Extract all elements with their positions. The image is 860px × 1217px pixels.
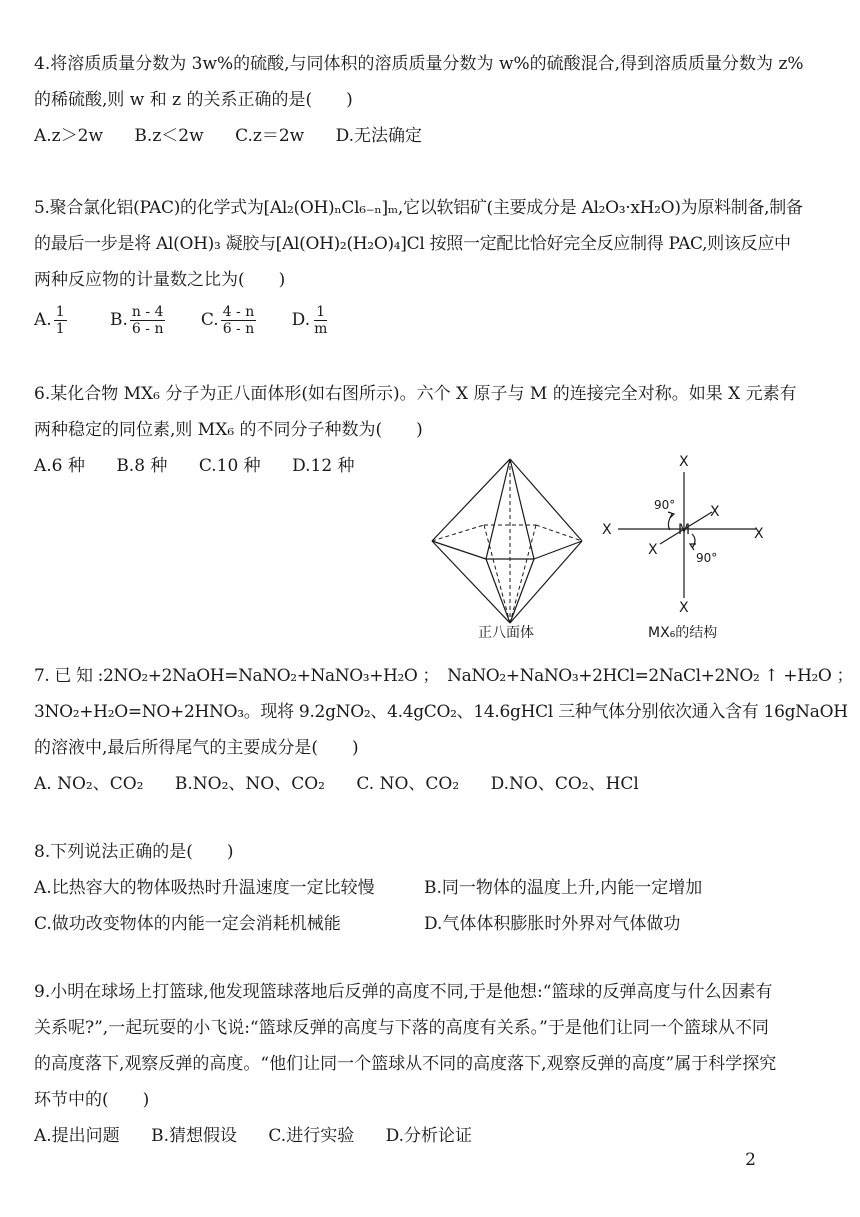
q9-options bbox=[34, 1118, 832, 1154]
q4-stem-line2: 的稀硫酸,则 w 和 z 的关系正确的是( ) bbox=[34, 90, 353, 110]
q5-option-b: B. $\frac{n - 4}{6 - n}$ bbox=[110, 304, 164, 337]
fraction: $\frac{1}{m}$ bbox=[314, 304, 328, 337]
q9-stem-line4: 环节中的( ) bbox=[34, 1090, 150, 1110]
page-number: 2 bbox=[745, 1150, 756, 1170]
ligand-label-top: X bbox=[679, 454, 689, 470]
ligand-label-right: X bbox=[754, 526, 764, 542]
structure-caption: MX₆的结构 bbox=[648, 625, 718, 641]
q5-options bbox=[34, 302, 832, 338]
q7-option-c: C. NO、CO₂ bbox=[356, 774, 460, 794]
q8-options-row1 bbox=[34, 870, 832, 906]
q6-stem-line2: 两种稳定的同位素,则 MX₆ 的不同分子种数为( ) bbox=[34, 420, 423, 440]
q7-stem-line2: 3NO₂+H₂O=NO+2HNO₃。现将 9.2gNO₂、4.4gCO₂、14.6gHCl 三种气体分别依次通入含有 16gNaOH bbox=[34, 702, 848, 722]
q4-option-a: A.z＞2w bbox=[34, 126, 104, 146]
q9-stem-line3: 的高度落下,观察反弹的高度。“他们让同一个篮球从不同的高度落下,观察反弹的高度”属于科学探究 bbox=[34, 1054, 777, 1074]
q5-stem-line3: 两种反应物的计量数之比为( ) bbox=[34, 270, 286, 290]
q8-options-row2 bbox=[34, 906, 832, 942]
octahedron-figure bbox=[426, 455, 596, 630]
q6-option-a: A.6 种 bbox=[34, 456, 85, 476]
q6-option-d: D.12 种 bbox=[292, 456, 355, 476]
angle-label-top: 90° bbox=[654, 498, 676, 512]
q5-stem-line1: 5.聚合氯化铝(PAC)的化学式为[Al₂(OH)ₙCl₆₋ₙ]ₘ,它以软铝矿(主要成分是 Al₂O₃·xH₂O)为原料制备,制备 bbox=[34, 198, 803, 218]
ligand-label-front: X bbox=[648, 542, 658, 558]
question-5 bbox=[34, 190, 832, 338]
q8-stem: 8.下列说法正确的是( ) bbox=[34, 842, 234, 862]
question-4 bbox=[34, 46, 832, 154]
q4-options bbox=[34, 118, 832, 154]
q4-option-d: D.无法确定 bbox=[335, 126, 423, 146]
fraction: $\frac{n - 4}{6 - n}$ bbox=[131, 304, 164, 337]
q7-options bbox=[34, 766, 832, 802]
q4-option-b: B.z＜2w bbox=[134, 126, 204, 146]
q6-option-c: C.10 种 bbox=[198, 456, 261, 476]
q7-option-b: B.NO₂、NO、CO₂ bbox=[174, 774, 325, 794]
q6-option-b: B.8 种 bbox=[116, 456, 168, 476]
q5-option-c: C. $\frac{4 - n}{6 - n}$ bbox=[200, 304, 255, 337]
q5-option-a: A. $\frac{1}{1}$ bbox=[34, 304, 65, 337]
fraction: $\frac{4 - n}{6 - n}$ bbox=[222, 304, 255, 337]
center-atom-label: M bbox=[678, 522, 691, 538]
q6-stem-line1: 6.某化合物 MX₆ 分子为正八面体形(如右图所示)。六个 X 原子与 M 的连接完全对称。如果 X 元素有 bbox=[34, 384, 797, 404]
q4-stem-line1: 4.将溶质质量分数为 3w%的硫酸,与同体积的溶质质量分数为 w%的硫酸混合,得到溶质质量分数为 z% bbox=[34, 54, 804, 74]
q9-option-a: A.提出问题 bbox=[34, 1126, 120, 1146]
q8-option-d: D.气体体积膨胀时外界对气体做功 bbox=[424, 914, 681, 934]
fraction: $\frac{1}{1}$ bbox=[55, 304, 65, 337]
octahedron-caption: 正八面体 bbox=[478, 625, 534, 641]
question-8 bbox=[34, 834, 832, 942]
q9-option-d: D.分析论证 bbox=[385, 1126, 473, 1146]
q7-option-a: A. NO₂、CO₂ bbox=[34, 774, 144, 794]
q8-option-c: C.做功改变物体的内能一定会消耗机械能 bbox=[34, 914, 341, 934]
mx6-structure-figure bbox=[596, 452, 776, 622]
q7-option-d: D.NO、CO₂、HCl bbox=[490, 774, 639, 794]
q9-stem-line1: 9.小明在球场上打篮球,他发现篮球落地后反弹的高度不同,于是他想:“篮球的反弹高度与什么因素有 bbox=[34, 982, 773, 1002]
q9-option-c: C.进行实验 bbox=[268, 1126, 355, 1146]
q9-option-b: B.猜想假设 bbox=[151, 1126, 237, 1146]
ligand-label-bottom: X bbox=[679, 600, 689, 616]
angle-label-bottom: 90° bbox=[696, 551, 718, 565]
q5-option-d: D. $\frac{1}{m}$ bbox=[291, 304, 328, 337]
q8-option-a: A.比热容大的物体吸热时升温速度一定比较慢 bbox=[34, 878, 375, 898]
ligand-label-back: X bbox=[710, 504, 720, 520]
question-9 bbox=[34, 974, 832, 1154]
q4-option-c: C.z＝2w bbox=[235, 126, 305, 146]
ligand-label-left: X bbox=[602, 522, 612, 538]
q8-option-b: B.同一物体的温度上升,内能一定增加 bbox=[424, 878, 703, 898]
q9-stem-line2: 关系呢?”,一起玩耍的小飞说:“篮球反弹的高度与下落的高度有关系。”于是他们让同一个篮球从不同 bbox=[34, 1018, 769, 1038]
q7-stem-line1: 7. 已 知 :2NO₂+2NaOH=NaNO₂+NaNO₃+H₂O ； NaNO₂+NaNO₃+2HCl=2NaCl+2NO₂ ↑ +H₂O ； bbox=[34, 666, 854, 686]
q7-stem-line3: 的溶液中,最后所得尾气的主要成分是( ) bbox=[34, 738, 359, 758]
question-7 bbox=[34, 658, 854, 802]
q5-stem-line2: 的最后一步是将 Al(OH)₃ 凝胶与[Al(OH)₂(H₂O)₄]Cl 按照一定配比恰好完全反应制得 PAC,则该反应中 bbox=[34, 234, 791, 254]
